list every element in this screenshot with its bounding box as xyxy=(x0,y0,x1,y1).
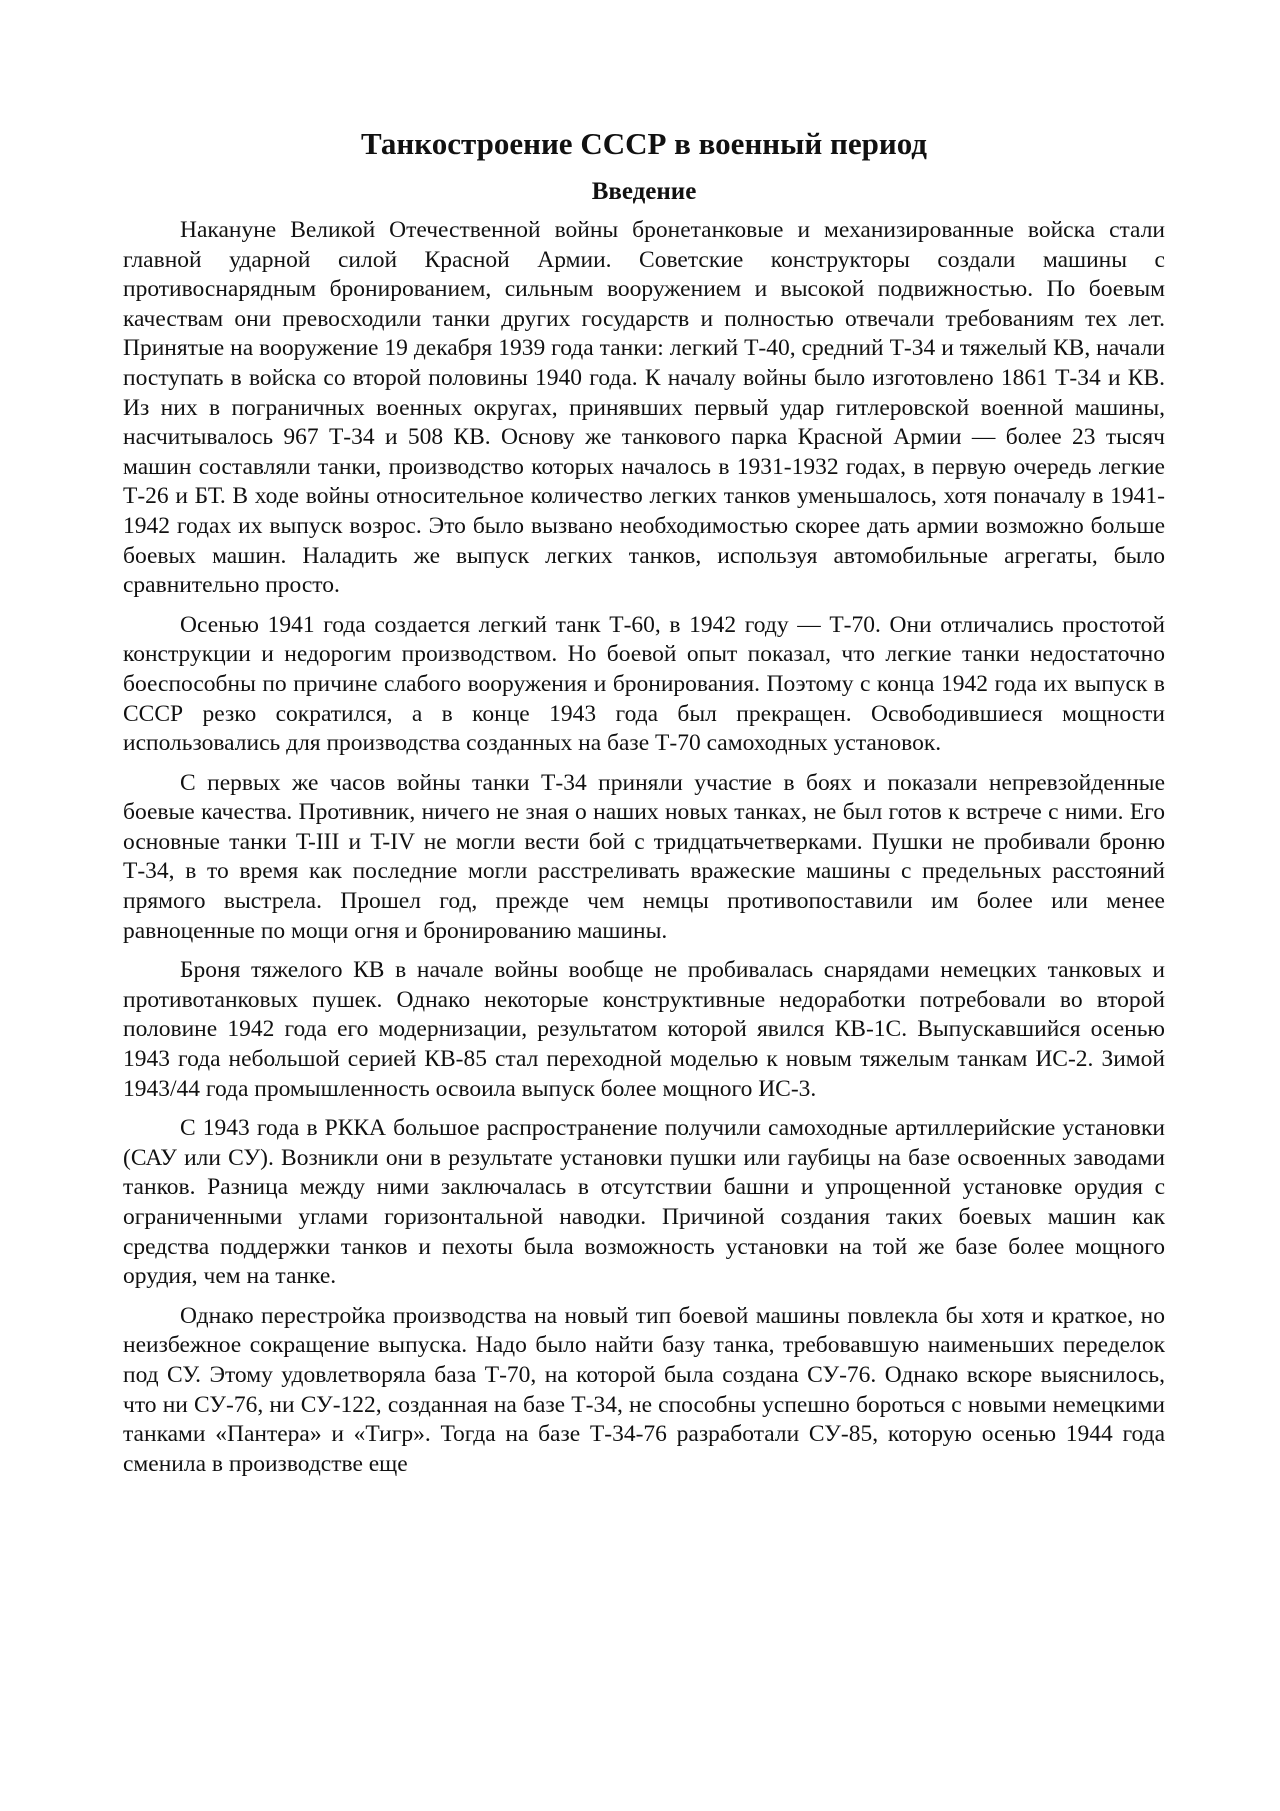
paragraph-4: Броня тяжелого КВ в начале войны вообще не пробивалась снарядами немецких танковых и противотанковых пушек. Однако некоторые конструктивные недоработки потребовали во второй половине 1942 года его модернизации, результатом которой явился КВ-1С. Выпускавшийся осенью 1943 года небольшой серией КВ-85 стал переходной моделью к новым тяжелым танкам ИС-2. Зимой 1943/44 года промышленность освоила выпуск более мощного ИС-3. xyxy=(123,957,1165,1102)
document-title: Танкостроение СССР в военный период xyxy=(361,126,927,161)
paragraph-1: Накануне Великой Отечественной войны бронетанковые и механизированные войска стали главной ударной силой Красной Армии. Советские конструкторы создали машины с противоснарядным бронированием, сильным вооружением и высокой подвижностью. По боевым качествам они превосходили танки других государств и полностью отвечали требованиям тех лет. Принятые на вооружение 19 декабря 1939 года танки: легкий Т-40, средний Т-34 и тяжелый КВ, начали поступать в войска со второй половины 1940 года. К началу войны было изготовлено 1861 Т-34 и КВ. Из них в пограничных военных округах, принявших первый удар гитлеровской военной машины, насчитывалось 967 Т-34 и 508 КВ. Основу же танкового парка Красной Армии — более 23 тысяч машин составляли танки, производство которых началось в 1931-1932 годах, в первую очередь легкие Т-26 и БТ. В ходе войны относительное количество легких танков уменьшалось, хотя поначалу в 1941-1942 годах их выпуск возрос. Это было вызвано необходимостью скорее дать армии возможно больше боевых машин. Наладить же выпуск легких танков, используя автомобильные агрегаты, было сравнительно просто. xyxy=(123,217,1165,599)
paragraph-5: С 1943 года в РККА большое распространение получили самоходные артиллерийские установки (САУ или СУ). Возникли они в результате установки пушки или гаубицы на базе освоенных заводами танков. Разница между ними заключалась в отсутствии башни и упрощенной установке орудия с ограниченными углами горизонтальной наводки. Причиной создания таких боевых машин как средства поддержки танков и пехоты была возможность установки на той же базе более мощного орудия, чем на танке. xyxy=(123,1115,1165,1290)
paragraph-2: Осенью 1941 года создается легкий танк Т-60, в 1942 году — Т-70. Они отличались простотой конструкции и недорогим производством. Но боевой опыт показал, что легкие танки недостаточно боеспособны по причине слабого вооружения и бронирования. Поэтому с конца 1942 года их выпуск в СССР резко сократился, а в конце 1943 года был прекращен. Освободившиеся мощности использовались для производства созданных на базе Т-70 самоходных установок. xyxy=(123,611,1165,757)
section-heading: Введение xyxy=(591,178,697,205)
document-page xyxy=(123,118,1165,1479)
paragraph-6: Однако перестройка производства на новый тип боевой машины повлекла бы хотя и краткое, но неизбежное сокращение выпуска. Надо было найти базу танка, требовавшую наименьших переделок под СУ. Этому удовлетворяла база Т-70, на которой была создана СУ-76. Однако вскоре выяснилось, что ни СУ-76, ни СУ-122, созданная на базе Т-34, не способны успешно бороться с новыми немецкими танками «Пантера» и «Тигр». Тогда на базе Т-34-76 разработали СУ-85, которую осенью 1944 года сменила в производстве еще xyxy=(123,1302,1165,1477)
paragraph-3: С первых же часов войны танки Т-34 приняли участие в боях и показали непревзойденные боевые качества. Противник, ничего не зная о наших новых танках, не был готов к встрече с ними. Его основные танки T-III и T-IV не могли вести бой с тридцатьчетверками. Пушки не пробивали броню Т-34, в то время как последние могли расстреливать вражеские машины с предельных расстояний прямого выстрела. Прошел год, прежде чем немцы противопоставили им более или менее равноценные по мощи огня и бронированию машины. xyxy=(123,769,1165,944)
